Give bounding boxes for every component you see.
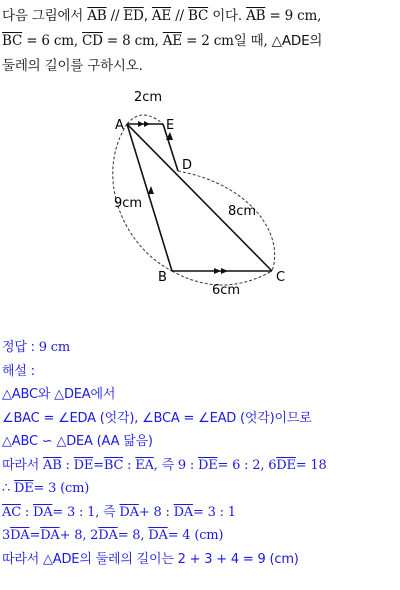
segment-de: $\overline{DE}$ [73,457,94,473]
label-2cm: 2cm [134,90,163,105]
problem-intro: 다음 그림에서 [2,8,84,24]
problem-line-2 [2,29,398,54]
problem-line-1: 다음 그림에서 $\overline{AB} // \overline{ED}$, $\overline{AE} // \overline{BC}$ 이다. $\overline{AB} = 9$ cm, [2,8,322,24]
solution-line-7 [2,524,398,548]
solution-line-6 [2,501,398,525]
point-c: C [276,270,286,285]
segment-ed: $\overline{ED}$ [123,8,144,24]
segment-de: $\overline{DE}$ [276,457,296,473]
point-a: A [115,118,124,133]
solution-line-4 [2,454,398,478]
segment-da: $\overline{DA}$ [173,504,193,520]
geometry-figure [100,84,300,299]
result-text: = 3 (cm) [33,481,90,496]
ratio-text: = 3 : 1, 즉 [52,504,116,520]
explanation-label: 해설 : [2,363,35,379]
segment-da: $\overline{DA}$ [40,528,60,543]
segment-da: $\overline{DA}$ [148,528,168,543]
equals-sign: = [93,457,104,473]
segment-da: $\overline{DA}$ [119,504,139,520]
segment-de: $\overline{DE}$ [198,457,218,473]
answer-label: 정답 : [2,340,35,355]
coef: 3 [2,528,11,543]
segment-ab: $\overline{AB}$ [43,457,62,473]
dashed-arc-dc [178,171,275,271]
segment-ab: $\overline{AB}$ [87,8,107,24]
point-d: D [182,158,193,173]
segment-ac: $\overline{AC}$ [2,504,21,520]
problem-suffix: 이다. [212,8,242,24]
parallel-symbol: // [110,8,120,24]
arrow-ae-2 [144,121,150,127]
parallel-symbol: // [175,8,184,24]
ratio-colon: : [24,504,30,520]
segment-bc: $\overline{BC}$ [2,33,23,49]
arrow-bc-1 [214,268,221,274]
arrow-bc-2 [221,268,228,274]
equals-sign: = [29,528,41,543]
arrow-ae-1 [138,121,144,127]
length-bc: = 6 cm, [26,33,78,49]
point-b: B [158,270,167,285]
label-9cm: 9cm [114,196,143,211]
eq-text: + 8, 2 [59,528,99,543]
point-e: E [166,118,175,133]
segment-ae: $\overline{AE}$ [151,8,172,24]
segment-ab: $\overline{AB}$ [246,8,266,24]
answer-line [2,336,398,360]
segment-bc: $\overline{BC}$ [103,457,124,473]
triangle-ade: △ADE의 [271,33,323,49]
segment-ae: $\overline{AE}$ [162,33,182,49]
answer-value: 9 cm [38,340,70,355]
therefore-symbol: ∴ [2,481,11,496]
ratio-text: = 18 [295,457,327,473]
solution-line-1: △ABC와 △DEA에서 [2,387,116,402]
segment-da: $\overline{DA}$ [10,528,30,543]
solution-section [2,336,398,571]
eq-text: = 4 (cm) [167,528,224,543]
ratio-text: = 3 : 1 [193,504,236,520]
length-cd: = 8 cm, [106,33,159,49]
solution-line-2: ∠BAC = ∠EDA (엇각), ∠BCA = ∠EAD (엇각)이므로 [2,410,312,426]
ratio-text: = 6 : 2, 6 [217,457,277,473]
label-6cm: 6cm [212,283,241,298]
therefore-word: 따라서 [2,457,40,473]
eq-text: = 8, [117,528,145,543]
segment-da: $\overline{DA}$ [33,504,53,520]
ratio-colon: : [127,457,132,473]
ratio-text: + 8 : [138,504,170,520]
solution-line-5 [2,477,398,501]
ratio-colon: : [65,457,70,473]
segment-ea: $\overline{EA}$ [135,457,154,473]
segment-da: $\overline{DA}$ [98,528,118,543]
length-ab: = 9 cm, [269,8,322,24]
problem-text [2,4,398,79]
segment-de: $\overline{DE}$ [14,481,34,496]
ratio-text: , 즉 9 : [153,457,195,473]
label-8cm: 8cm [228,204,257,219]
solution-line-3: △ABC ∽ △DEA (AA 닮음) [2,434,153,449]
problem-line-3: 둘레의 길이를 구하시오. [2,58,143,74]
segment-bc: $\overline{BC}$ [187,8,209,24]
segment-cd: $\overline{CD}$ [82,33,103,49]
arrow-ab [148,186,154,194]
length-ae: = 2 cm일 때, [186,33,268,49]
solution-line-8: 따라서 △ADE의 둘레의 길이는 2 + 3 + 4 = 9 (cm) [2,551,299,567]
